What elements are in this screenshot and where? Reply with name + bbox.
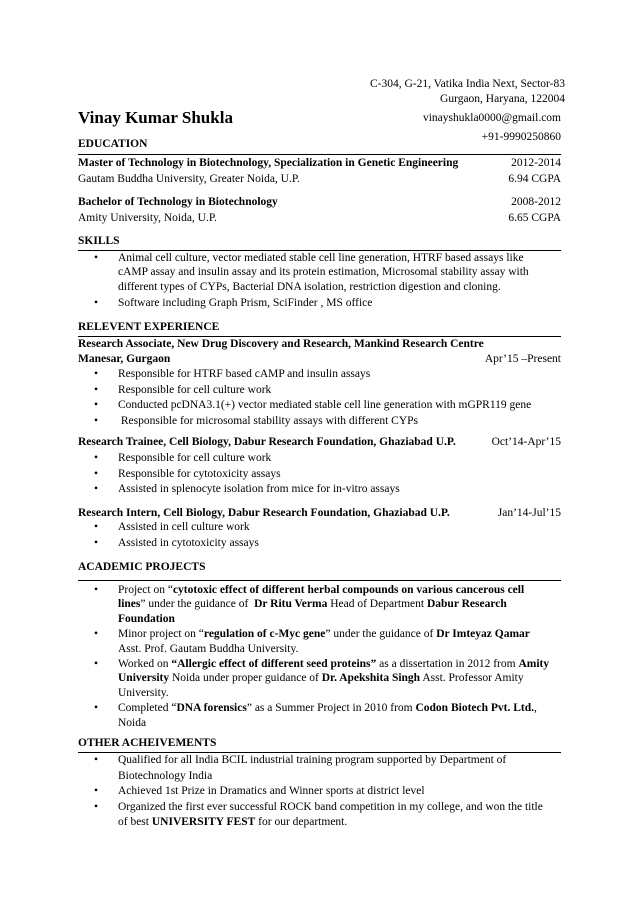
projects-list <box>93 583 561 730</box>
grade: 6.94 CGPA <box>508 173 561 185</box>
list-item: • Qualified for all India BCIL industrial training program supported by Department of Biotechnology India <box>94 754 507 782</box>
education-heading: EDUCATION <box>78 138 148 150</box>
bullet-icon: • <box>94 368 99 380</box>
job-dates: Apr’15 –Present <box>484 353 561 365</box>
job-1-list <box>93 367 561 429</box>
bullet-icon: • <box>94 800 99 813</box>
institution: Gautam Buddha University, Greater Noida, U.P. <box>78 173 300 185</box>
job-2-list <box>93 451 561 498</box>
list-item: • Responsible for microsomal stability assays with different CYPs <box>93 414 561 430</box>
projects-heading: ACADEMIC PROJECTS <box>78 561 206 573</box>
job-2-title: Research Trainee, Cell Biology, Dabur Research Foundation, Ghaziabad U.P. Oct’14-Apr’15 <box>78 436 561 448</box>
job-1-location: Manesar, Gurgaon Apr’15 –Present <box>78 353 561 365</box>
bullet-icon: • <box>94 584 99 596</box>
list-item: • Responsible for HTRF based cAMP and insulin assays <box>93 367 561 383</box>
years: 2008-2012 <box>511 196 561 208</box>
list-item: • Assisted in cell culture work <box>93 520 561 536</box>
bullet-icon: • <box>94 383 99 396</box>
experience-heading: RELEVENT EXPERIENCE <box>78 321 220 333</box>
degree: Bachelor of Technology in Biotechnology <box>78 196 278 208</box>
address-line-1: C-304, G-21, Vatika India Next, Sector-83 <box>369 78 565 90</box>
job-3-title: Research Intern, Cell Biology, Dabur Research Foundation, Ghaziabad U.P. Jan’14-Jul’15 <box>78 507 561 519</box>
bullet-icon: • <box>94 702 99 715</box>
projects-divider <box>78 580 561 581</box>
education-entry-1-title <box>78 155 561 171</box>
education-entry-2-title <box>78 194 561 210</box>
job-dates: Oct’14-Apr’15 <box>491 436 561 448</box>
bullet-icon: • <box>94 414 99 427</box>
institution: Amity University, Noida, U.P. <box>78 212 217 224</box>
education-entry-2-detail <box>78 210 561 226</box>
job-1-title: Research Associate, New Drug Discovery and Research, Mankind Research Centre <box>78 338 484 350</box>
job-dates: Jan’14-Jul’15 <box>497 507 561 519</box>
list-item: • Worked on “Allergic effect of different seed proteins” as a dissertation in 2012 from Amity University Noida under proper guidance of Dr. Apekshita Singh Asst. Professor Amity University. <box>94 658 550 699</box>
bullet-icon: • <box>94 628 99 641</box>
years: 2012-2014 <box>511 157 561 169</box>
list-item: • Software including Graph Prism, SciFinder , MS office <box>94 297 373 310</box>
list-item: • Assisted in cytotoxicity assays <box>93 536 561 552</box>
degree: Master of Technology in Biotechnology, Specialization in Genetic Engineering <box>78 157 459 169</box>
candidate-name: Vinay Kumar Shukla <box>78 108 233 127</box>
list-item: • Minor project on “regulation of c-Myc gene” under the guidance of Dr Imteyaz Qamar Asst. Prof. Gautam Buddha University. <box>94 628 530 655</box>
bullet-icon: • <box>94 521 99 533</box>
list-item: • Completed “DNA forensics” as a Summer Project in 2010 from Codon Biotech Pvt. Ltd., Noida <box>94 702 537 729</box>
achievements-heading: OTHER ACHEIVEMENTS <box>78 737 217 749</box>
bullet-icon: • <box>94 452 99 464</box>
bullet-icon: • <box>94 297 99 310</box>
address-line-2: Gurgaon, Haryana, 122004 <box>440 93 565 105</box>
bullet-icon: • <box>94 785 99 797</box>
list-item: • Responsible for cytotoxicity assays <box>93 467 561 483</box>
phone-number: +91-9990250860 <box>481 131 561 143</box>
bullet-icon: • <box>94 467 99 480</box>
bullet-icon: • <box>94 658 99 671</box>
list-item: • Responsible for cell culture work <box>93 383 561 399</box>
bullet-icon: • <box>94 536 99 549</box>
list-item: • Conducted pcDNA3.1(+) vector mediated stable cell line generation with mGPR119 gene <box>93 398 561 414</box>
email-address[interactable]: vinayshukla0000@gmail.com <box>422 112 561 124</box>
list-item: • Project on “cytotoxic effect of different herbal compounds on various cancerous cell lines” under the guidance of Dr Ritu Verma Head of Department Dabur Research Foundation <box>94 584 525 625</box>
achievements-list <box>93 753 561 831</box>
bullet-icon: • <box>94 483 99 495</box>
list-item: • Achieved 1st Prize in Dramatics and Winner sports at district level <box>93 784 561 800</box>
skills-heading: SKILLS <box>78 235 120 247</box>
bullet-icon: • <box>94 252 99 264</box>
grade: 6.65 CGPA <box>508 212 561 224</box>
skills-list <box>93 251 561 311</box>
list-item: • Animal cell culture, vector mediated stable cell line generation, HTRF based assays like cAMP assay and insulin assay and its protein estimation, Microsomal stability assay with different types of CYPs, Bacterial DNA isolation, restriction digestion and cloning. <box>94 252 529 293</box>
education-entry-1-detail <box>78 171 561 187</box>
list-item: • Responsible for cell culture work <box>93 451 561 467</box>
job-3-list <box>93 520 561 551</box>
bullet-icon: • <box>94 754 99 766</box>
bullet-icon: • <box>94 399 99 411</box>
list-item: • Assisted in splenocyte isolation from mice for in-vitro assays <box>93 482 561 498</box>
list-item: • Organized the first ever successful ROCK band competition in my college, and won the title of best UNIVERSITY FEST for our department. <box>94 800 543 828</box>
